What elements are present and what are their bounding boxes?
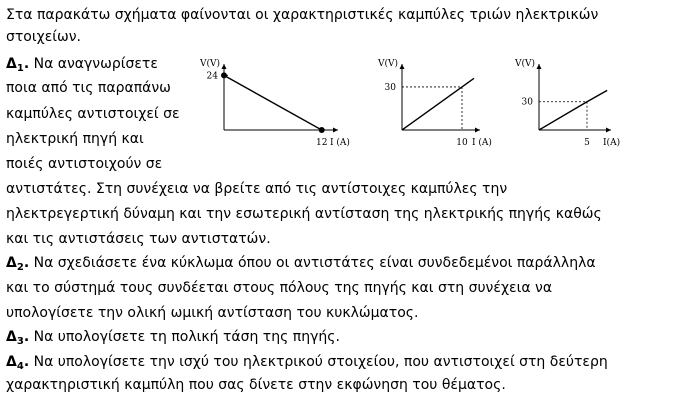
y-axis-label: V(V): [377, 59, 398, 69]
q3-label: $\Delta_3$.: [6, 329, 30, 347]
intro-line-1: Στα παρακάτω σχήματα φαίνονται οι χαρακτηριστικές καμπύλες τριών ηλεκτρικών: [6, 7, 599, 23]
series-line: [539, 90, 607, 130]
x-axis-label: I (A): [472, 138, 492, 148]
data-point: [319, 127, 325, 133]
series-line: [402, 78, 474, 130]
y-axis-label: V(V): [199, 59, 220, 69]
intro-line-2: στοιχείων.: [6, 29, 81, 45]
chart-source-characteristic: [200, 56, 360, 156]
series-line: [224, 75, 322, 130]
chart-resistor-1-characteristic: [355, 56, 505, 156]
q1-line-4: ηλεκτρική πηγή και: [6, 131, 144, 147]
q3-line-1-text: Να υπολογίσετε τη πολική τάση της πηγής.: [29, 329, 340, 345]
y-tick-label: 30: [384, 82, 396, 93]
x-axis-label: I(A): [603, 138, 621, 148]
y-axis-arrow-icon: [537, 64, 542, 69]
q1-line-1: [6, 55, 158, 78]
q2-line-3: υπολογίσετε την ολική ωμική αντίσταση του κυκλώματος.: [6, 305, 419, 321]
x-axis-label: I (A): [330, 138, 350, 148]
x-tick-label: 10: [456, 138, 468, 148]
x-axis-arrow-icon: [333, 128, 338, 133]
q2-line-1-text: Να σχεδιάσετε ένα κύκλωμα όπου οι αντιστάτες είναι συνδεδεμένοι παράλληλα: [29, 255, 596, 271]
q1-label: $\Delta_1$.: [6, 56, 30, 74]
q2-line-1: [6, 254, 596, 277]
q2-line-2: και το σύστημά τους συνδέεται στους πόλους της πηγής και στη συνέχεια να: [6, 280, 553, 296]
q4-line-2: χαρακτηριστική καμπύλη που σας δίνετε στην εκφώνηση του θέματος.: [6, 377, 506, 393]
q1-line-8: και τις αντιστάσεις των αντιστατών.: [6, 231, 271, 247]
data-point: [221, 72, 227, 78]
chart-resistor-2-characteristic: [495, 56, 645, 156]
y-axis-label: V(V): [514, 59, 535, 69]
q4-line-1-text: Να υπολογίσετε την ισχύ του ηλεκτρικού στοιχείου, που αντιστοιχεί στη δεύτερη: [29, 354, 608, 370]
q1-line-1-text: Να αναγνωρίσετε: [29, 56, 158, 72]
x-tick-label: 5: [584, 138, 590, 148]
q1-line-6: αντιστάτες. Στη συνέχεια να βρείτε από τις αντίστοιχες καμπύλες την: [6, 181, 508, 197]
x-axis-arrow-icon: [475, 128, 480, 133]
x-tick-label: 12: [315, 138, 328, 148]
q1-line-7: ηλεκτρεγερτική δύναμη και την εσωτερική αντίσταση της ηλεκτρικής πηγής καθώς: [6, 206, 602, 222]
y-axis-arrow-icon: [222, 64, 227, 69]
q1-line-5: ποιές αντιστοιχούν σε: [6, 156, 163, 172]
x-axis-arrow-icon: [606, 128, 611, 133]
q3-line-1: [6, 328, 340, 351]
y-axis-arrow-icon: [400, 64, 405, 69]
q1-line-3: καμπύλες αντιστοιχεί σε: [6, 106, 180, 122]
q2-label: $\Delta_2$.: [6, 255, 30, 273]
q4-line-1: [6, 353, 608, 376]
q1-line-2: ποια από τις παραπάνω: [6, 80, 171, 96]
q4-label: $\Delta_4$.: [6, 354, 30, 372]
y-tick-label: 24: [206, 71, 218, 82]
y-tick-label: 30: [521, 97, 533, 108]
